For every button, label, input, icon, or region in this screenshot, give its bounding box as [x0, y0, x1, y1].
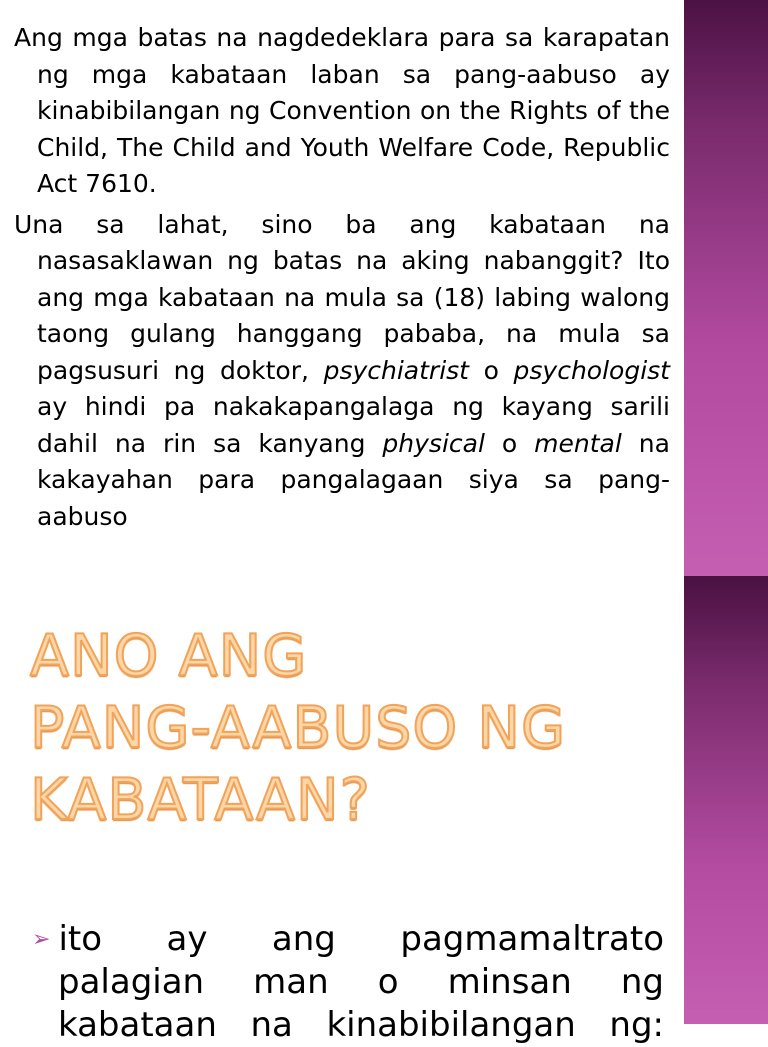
definition-text-3: ay hindi pa nakakapangalaga ng kayang sarili dahil na rin sa kanyang	[37, 392, 670, 458]
bullet-line-1	[32, 918, 664, 961]
term-mental: mental	[534, 428, 622, 458]
upper-slide-text	[14, 20, 670, 539]
definition-text-1: Una sa lahat, sino ba ang kabataan na nasasaklawan ng batas na aking nabanggit? Ito ang mga kabataan na mula sa (18) labing walong taong gulang hanggang pababa, na mula sa pagsusuri ng doktor,	[14, 209, 670, 385]
side-bar-lower-band	[684, 576, 768, 1024]
bullet-line-2: palagian man o minsan ng	[58, 962, 664, 1002]
definition-text-2: o	[468, 355, 514, 385]
paragraph-laws	[14, 20, 670, 203]
heading-line-2: PANG-AABUSO NG	[30, 695, 567, 761]
bullet-line-3: kabataan na kinabibilangan ng:	[58, 1005, 664, 1045]
term-psychiatrist: psychiatrist	[323, 355, 469, 385]
bullet-item	[32, 918, 664, 1047]
slide-heading	[30, 620, 566, 836]
heading-line-3: KABATAAN?	[30, 767, 371, 833]
heading-line-1: ANO ANG	[30, 623, 308, 689]
side-bar-upper-band	[684, 0, 768, 576]
term-psychologist: psychologist	[513, 355, 670, 385]
paragraph-definition	[14, 207, 670, 536]
arrow-bullet-icon: ➢	[32, 927, 51, 952]
term-physical: physical	[382, 428, 485, 458]
decorative-side-bar	[684, 0, 768, 1024]
definition-text-5: na kakayahan para pangalagaan siya sa pang-aabuso	[37, 428, 670, 531]
paragraph-laws-text: Ang mga batas na nagdedeklara para sa karapatan ng mga kabataan laban sa pang-aabuso ay kinabibilangan ng Convention on the Rights of the Child, The Child and Youth Welfare Code, Republic Act 7610.	[14, 23, 670, 198]
bullet-line-1-text: ito ay ang pagmamaltrato	[58, 919, 664, 959]
definition-text-4: o	[484, 428, 535, 458]
